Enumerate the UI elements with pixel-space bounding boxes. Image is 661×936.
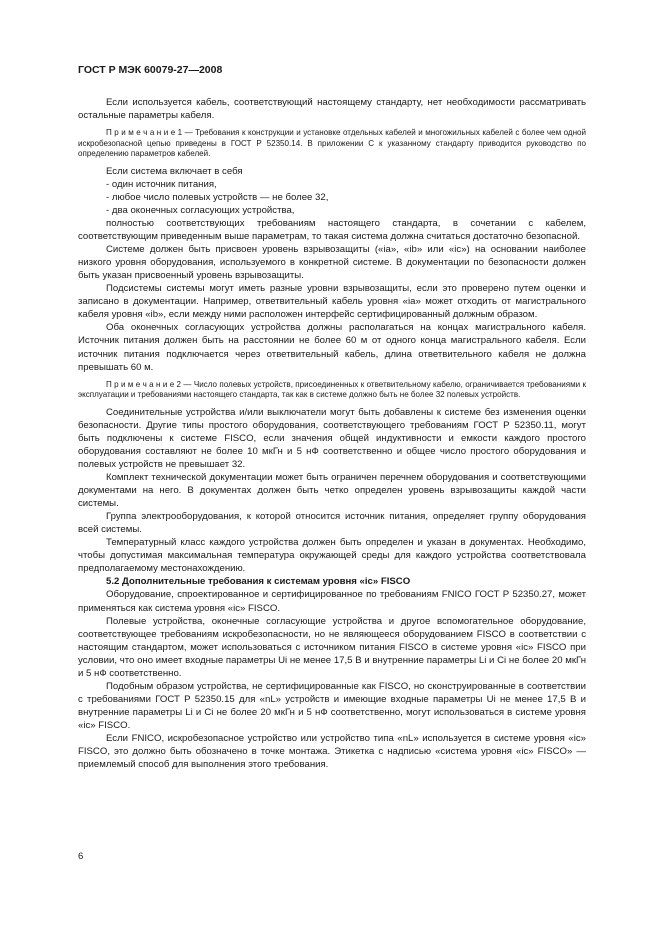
paragraph: Оборудование, спроектированное и сертифицированное по требованиям FNICO ГОСТ Р 52350.27, может применяться как система уровня «ic» FISCO. (78, 589, 586, 614)
list-item: - любое число полевых устройств — не более 32, (106, 191, 329, 203)
paragraph: Подсистемы системы могут иметь разные уровни взрывозащиты, если это проверено путем оценки и записано в документации. Например, ответвительный кабель уровня «ia» может отходить от магистрального кабеля уровня «ib», если между ними расположен интерфейс сертифицированный должным образом. (78, 283, 586, 321)
paragraph: Температурный класс каждого устройства должен быть определен и указан в документах. Необходимо, чтобы допустимая максимальная температура окружающей среды для каждого устройства соответствовала предполагаемому местонахождению. (78, 537, 586, 575)
paragraph: Если FNICO, искробезопасное устройство или устройство типа «nL» используется в системе уровня «ic» FISCO, это должно быть обозначено в точке монтажа. Этикетка с надписью «система уровня «ic» FISCO» — приемлемый способ для выполнения этого требования. (78, 732, 586, 771)
paragraph: Подобным образом устройства, не сертифицированные как FISCO, но сконструированные в соответствии с требованиями ГОСТ Р 52350.15 для «nL» устройств и имеющие входные параметры Ui не менее 17,5 В и внутренние параметры Li и Ci не более 20 мкГн и 5 нФ соответственно, могут использоваться в системе уровня «ic» FISCO. (78, 680, 586, 731)
document-body (78, 96, 586, 771)
paragraph: Если система включает в себя (106, 165, 243, 177)
list-item: - один источник питания, (106, 178, 217, 190)
note-1: П р и м е ч а н и е 1 — Требования к конструкции и установке отдельных кабелей и многожильных кабелей с более чем одной искробезопасной цепью приведены в ГОСТ Р 52350.14. В приложении С к указанному стандарту приводится руководство по определению параметров кабелей. (78, 128, 586, 159)
paragraph: Полевые устройства, оконечные согласующие устройства и другое вспомогательное оборудование, соответствующее требованиям искробезопасности, но не являющееся оборудованием FISCO в соответствии с настоящим стандартом, может использоваться с источником питания FISCO в системе уровня «ic» FISCO при условии, что оно имеет входные параметры Ui не менее 17,5 В и внутренние параметры Li и Ci не более 20 мкГн и 5 нФ соответственно. (78, 615, 586, 679)
paragraph: Соединительные устройства и/или выключатели могут быть добавлены к системе без изменения оценки безопасности. Другие типы простого оборудования, соответствующего требованиям ГОСТ Р 52350.11, могут быть подключены к системе FISCO, если значения общей индуктивности и емкости каждого простого оборудования составляют не более 10 мкГн и 5 нФ соответственно и общее число простого оборудования и полевых устройств не превышает 32. (78, 406, 586, 470)
paragraph: Системе должен быть присвоен уровень взрывозащиты («ia», «ib» или «ic») на основании наиболее низкого уровня оборудования, используемого в конкретной системе. В документации по безопасности должен быть указан присвоенный уровень взрывозащиты. (78, 244, 586, 282)
page-number: 6 (78, 851, 84, 862)
document-header: ГОСТ Р МЭК 60079-27—2008 (78, 64, 223, 76)
paragraph: Группа электрооборудования, к которой относится источник питания, определяет группу оборудования всей системы. (78, 511, 586, 536)
paragraph: Комплект технической документации может быть ограничен перечнем оборудования и соответствующими документами на него. В документах должен быть четко определен уровень взрывозащиты каждой части системы. (78, 472, 586, 510)
section-heading: 5.2 Дополнительные требования к системам уровня «ic» FISCO (106, 576, 411, 588)
note-2: П р и м е ч а н и е 2 — Число полевых устройств, присоединенных к ответвительному кабелю, ограничивается требованиями к эксплуатации и требованиями настоящего стандарта, так как в системе должно быть не более 32 полевых устройств. (78, 379, 586, 400)
list-item: - два оконечных согласующих устройства, (106, 205, 295, 217)
paragraph: Оба оконечных согласующих устройства должны располагаться на концах магистрального кабеля. Источник питания должен быть на расстоянии не более 60 м от одного конца магистрального кабеля. Если источник питания подключается через ответвительный кабель, длина ответвительного кабеля не должна превышать 60 м. (78, 322, 586, 373)
paragraph: Если используется кабель, соответствующий настоящему стандарту, нет необходимости рассматривать остальные параметры кабеля. (78, 97, 586, 122)
paragraph: полностью соответствующих требованиям настоящего стандарта, в сочетании с кабелем, соответствующим приведенным выше параметрам, то такая система должна считаться достаточно безопасной. (78, 218, 586, 243)
